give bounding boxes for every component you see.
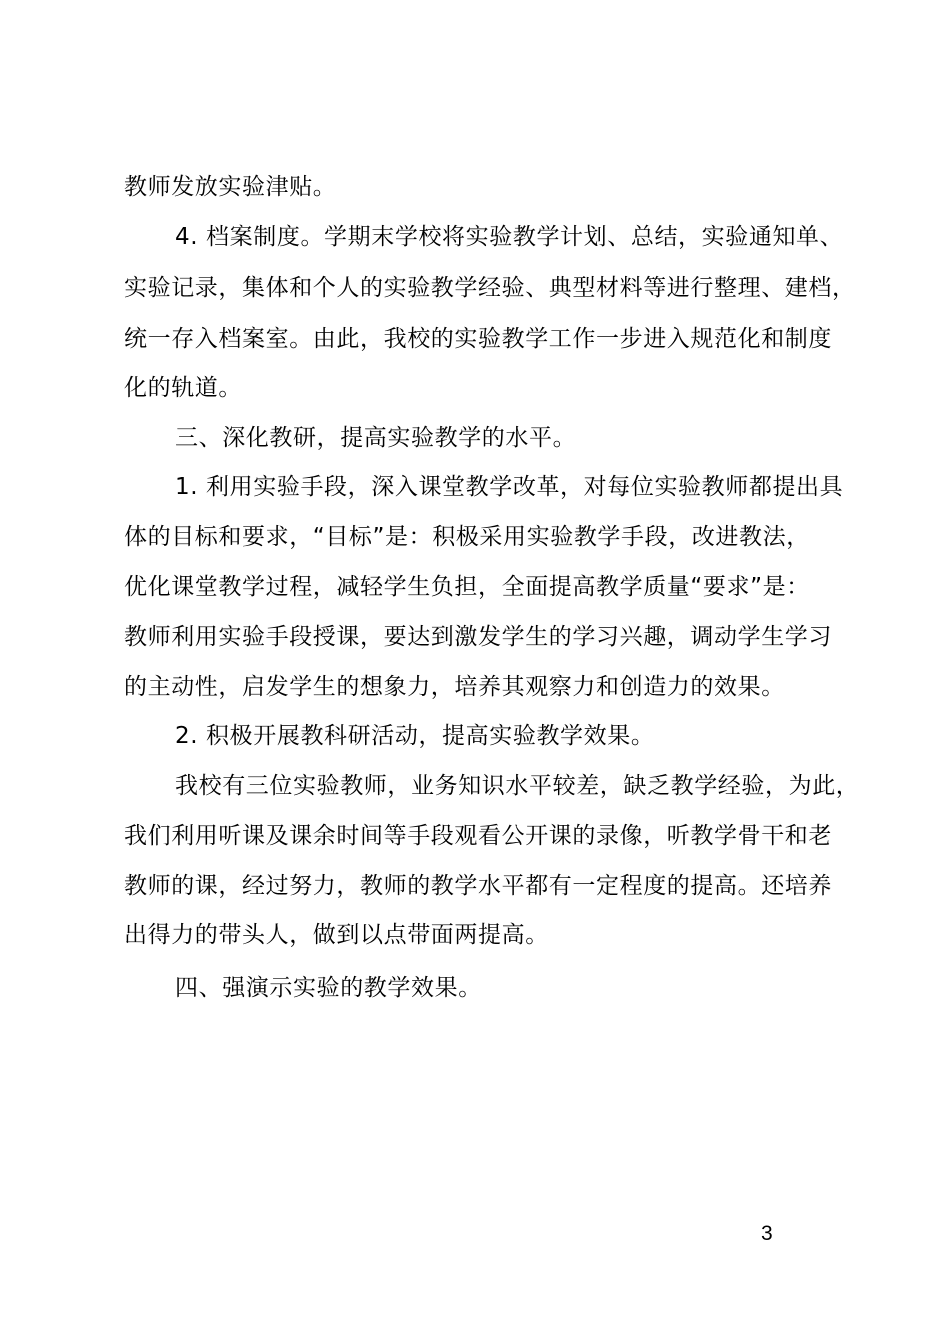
text-line: 4. 档案制度。学期末学校将实验教学计划、总结，实验通知单、 — [175, 224, 844, 250]
text-line: 实验记录，集体和个人的实验教学经验、典型材料等进行整理、建档， — [124, 275, 856, 301]
section-heading: 四、强演示实验的教学效果。 — [175, 975, 482, 1001]
text-line: 化的轨道。 — [124, 375, 242, 401]
text-line: 出得力的带头人，做到以点带面两提高。 — [124, 922, 549, 948]
text-line: 的主动性，启发学生的想象力，培养其观察力和创造力的效果。 — [124, 674, 785, 700]
page-number: 3 — [761, 1222, 773, 1245]
text-line: 优化课堂教学过程，减轻学生负担，全面提高教学质量“要求”是： — [124, 574, 810, 600]
section-heading: 三、深化教研，提高实验教学的水平。 — [175, 425, 577, 451]
text-line: 教师的课，经过努力，教师的教学水平都有一定程度的提高。还培养 — [124, 873, 832, 899]
text-line: 教师发放实验津贴。 — [124, 174, 337, 200]
text-line: 统一存入档案室。由此，我校的实验教学工作一步进入规范化和制度 — [124, 326, 832, 352]
text-line: 我们利用听课及课余时间等手段观看公开课的录像，听教学骨干和老 — [124, 823, 832, 849]
text-line: 2. 积极开展教科研活动，提高实验教学效果。 — [175, 723, 655, 749]
text-line: 教师利用实验手段授课，要达到激发学生的学习兴趣，调动学生学习 — [124, 624, 832, 650]
text-line: 我校有三位实验教师，业务知识水平较差，缺乏教学经验，为此， — [175, 773, 860, 799]
text-line: 1. 利用实验手段，深入课堂教学改革，对每位实验教师都提出具 — [175, 474, 844, 500]
text-line: 体的目标和要求，“目标”是：积极采用实验教学手段，改进教法， — [124, 524, 810, 550]
